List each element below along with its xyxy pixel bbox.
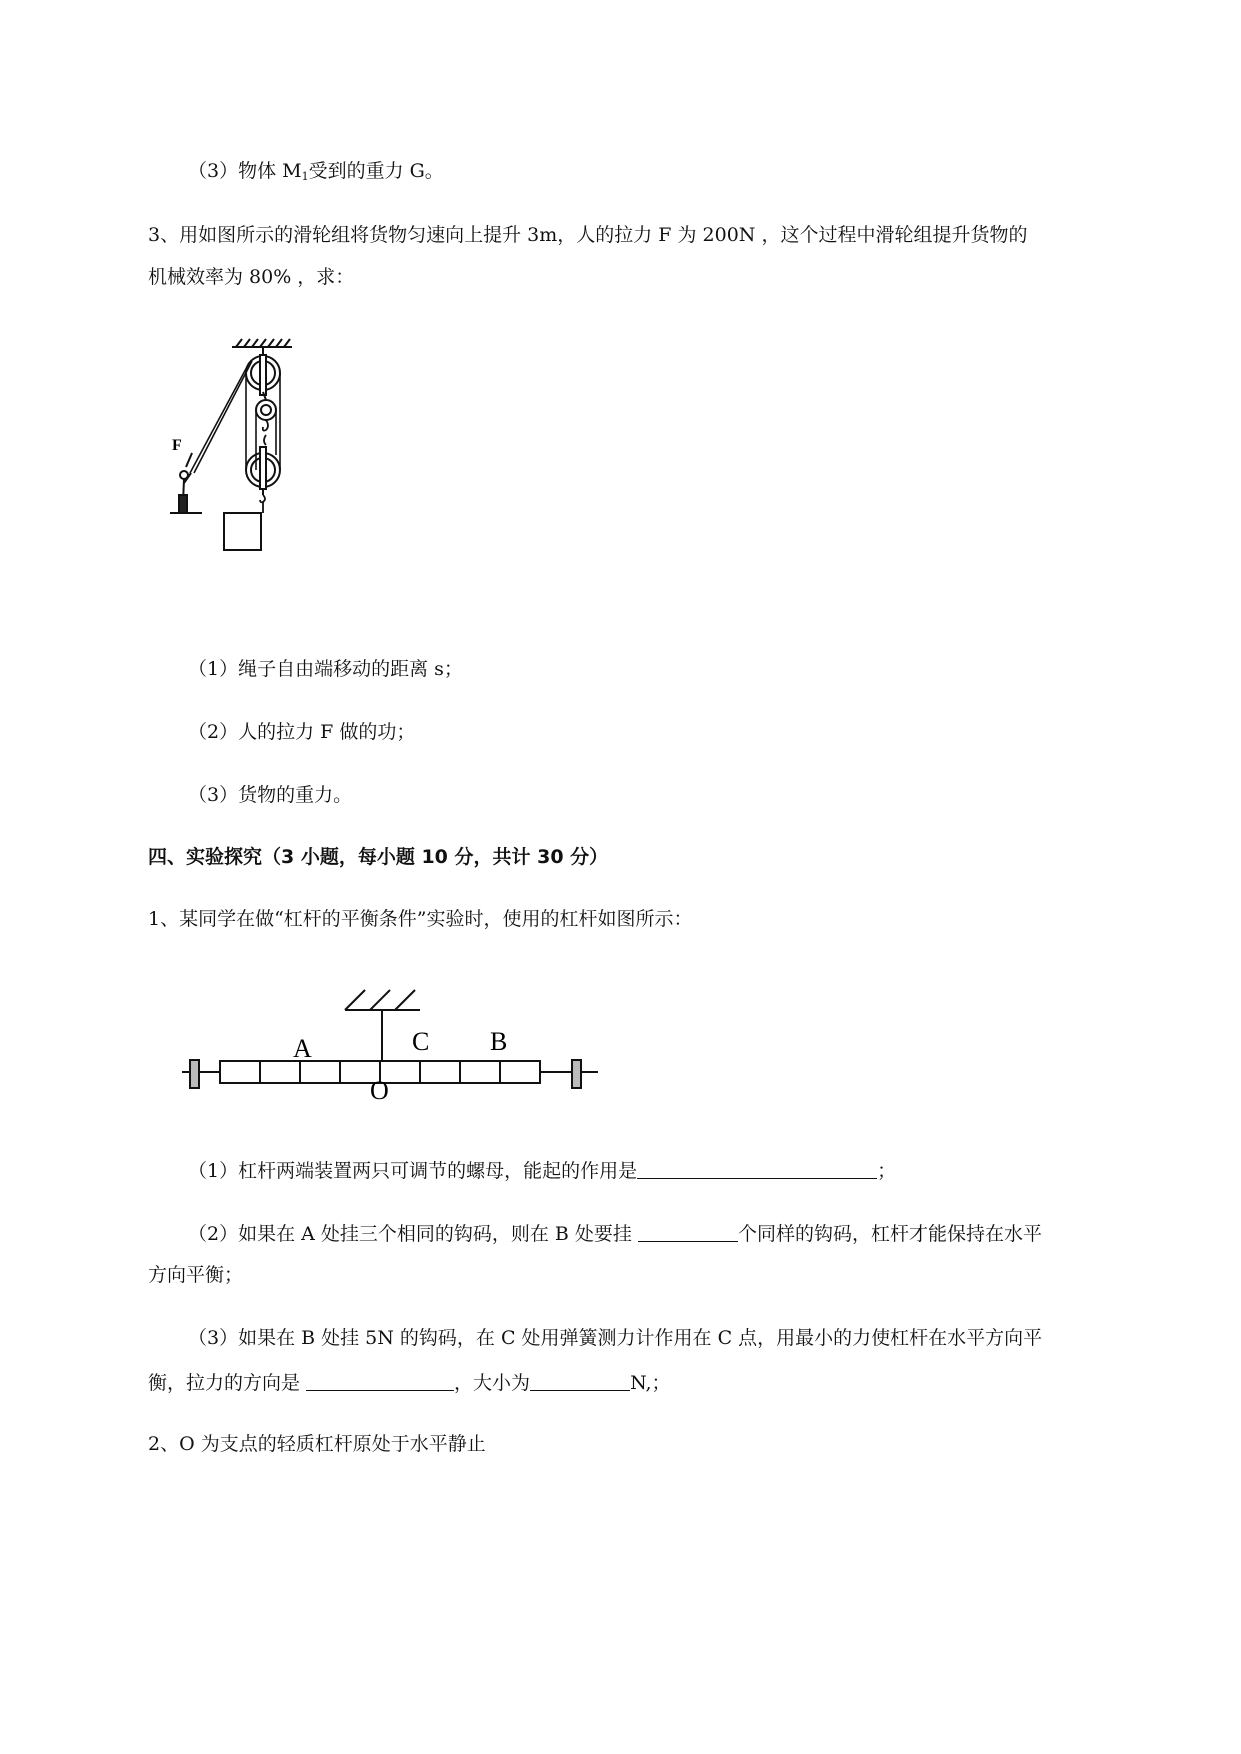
movable-pulley bbox=[246, 447, 280, 489]
lower-hook bbox=[260, 495, 265, 502]
q3-item-2: （2）人的拉力 F 做的功； bbox=[188, 721, 416, 743]
item-text: ； bbox=[877, 1160, 897, 1182]
ceiling bbox=[232, 339, 292, 347]
item-text: （2）如果在 A 处挂三个相同的钩码，则在 B 处要挂 bbox=[188, 1223, 638, 1245]
answer-blank-3[interactable] bbox=[306, 1372, 454, 1391]
item-text: 个同样的钩码，杠杆才能保持在水平 bbox=[737, 1223, 1042, 1245]
balance-nut-left bbox=[190, 1060, 199, 1088]
point-B-label: B bbox=[490, 1027, 508, 1056]
fixed-pulley-small bbox=[256, 400, 276, 420]
person bbox=[179, 471, 191, 513]
q-prev-item-3 bbox=[188, 162, 444, 182]
point-C-label: C bbox=[412, 1027, 430, 1056]
answer-blank-1[interactable] bbox=[637, 1160, 877, 1179]
item-text: （1）杠杆两端装置两只可调节的螺母，能起的作用是 bbox=[188, 1160, 638, 1182]
section-heading: 四、实验探究（3 小题，每小题 10 分，共计 30 分） bbox=[148, 846, 609, 868]
force-arrow bbox=[186, 453, 192, 467]
force-label: F bbox=[172, 437, 182, 454]
exp1-item-3-line1: （3）如果在 B 处挂 5N 的钩码，在 C 处用弹簧测力计作用在 C 点，用最小的力使杠杆在水平方向平 bbox=[188, 1327, 1043, 1349]
q3-item-3: （3）货物的重力。 bbox=[188, 784, 353, 806]
pulley-system-figure bbox=[170, 335, 305, 585]
subscript: 1 bbox=[301, 170, 309, 183]
lever-figure bbox=[180, 980, 605, 1100]
q3-stem-line2: 机械效率为 80% ，求： bbox=[148, 266, 355, 288]
cargo-box bbox=[224, 513, 261, 550]
point-O-label: O bbox=[370, 1076, 389, 1100]
item-text: （3）物体 M bbox=[188, 160, 302, 182]
exp1-item-1 bbox=[188, 1160, 896, 1181]
item-text: 衡，拉力的方向是 bbox=[148, 1372, 307, 1394]
q3-stem-line1: 3、用如图所示的滑轮组将货物匀速向上提升 3m，人的拉力 F 为 200N ，这个过程中滑轮组提升货物的 bbox=[148, 224, 1028, 246]
q3-item-1: （1）绳子自由端移动的距离 s； bbox=[188, 658, 463, 680]
exp1-item-2-line2: 方向平衡； bbox=[148, 1264, 244, 1286]
point-A-label: A bbox=[293, 1034, 312, 1063]
item-text: N,； bbox=[630, 1372, 671, 1394]
exp1-item-3-line2 bbox=[148, 1372, 671, 1393]
hook-upper bbox=[263, 420, 268, 431]
item-text: 受到的重力 G。 bbox=[308, 160, 444, 182]
exp2-stem: 2、O 为支点的轻质杠杆原处于水平静止 bbox=[148, 1433, 486, 1455]
answer-blank-4[interactable] bbox=[530, 1372, 630, 1391]
answer-blank-2[interactable] bbox=[638, 1223, 738, 1242]
exp1-item-2 bbox=[188, 1223, 1042, 1244]
item-text: ，大小为 bbox=[454, 1372, 531, 1394]
hook-middle bbox=[264, 435, 266, 445]
balance-nut-right bbox=[572, 1060, 581, 1088]
exp1-stem: 1、某同学在做“杠杆的平衡条件”实验时，使用的杠杆如图所示： bbox=[148, 908, 693, 930]
